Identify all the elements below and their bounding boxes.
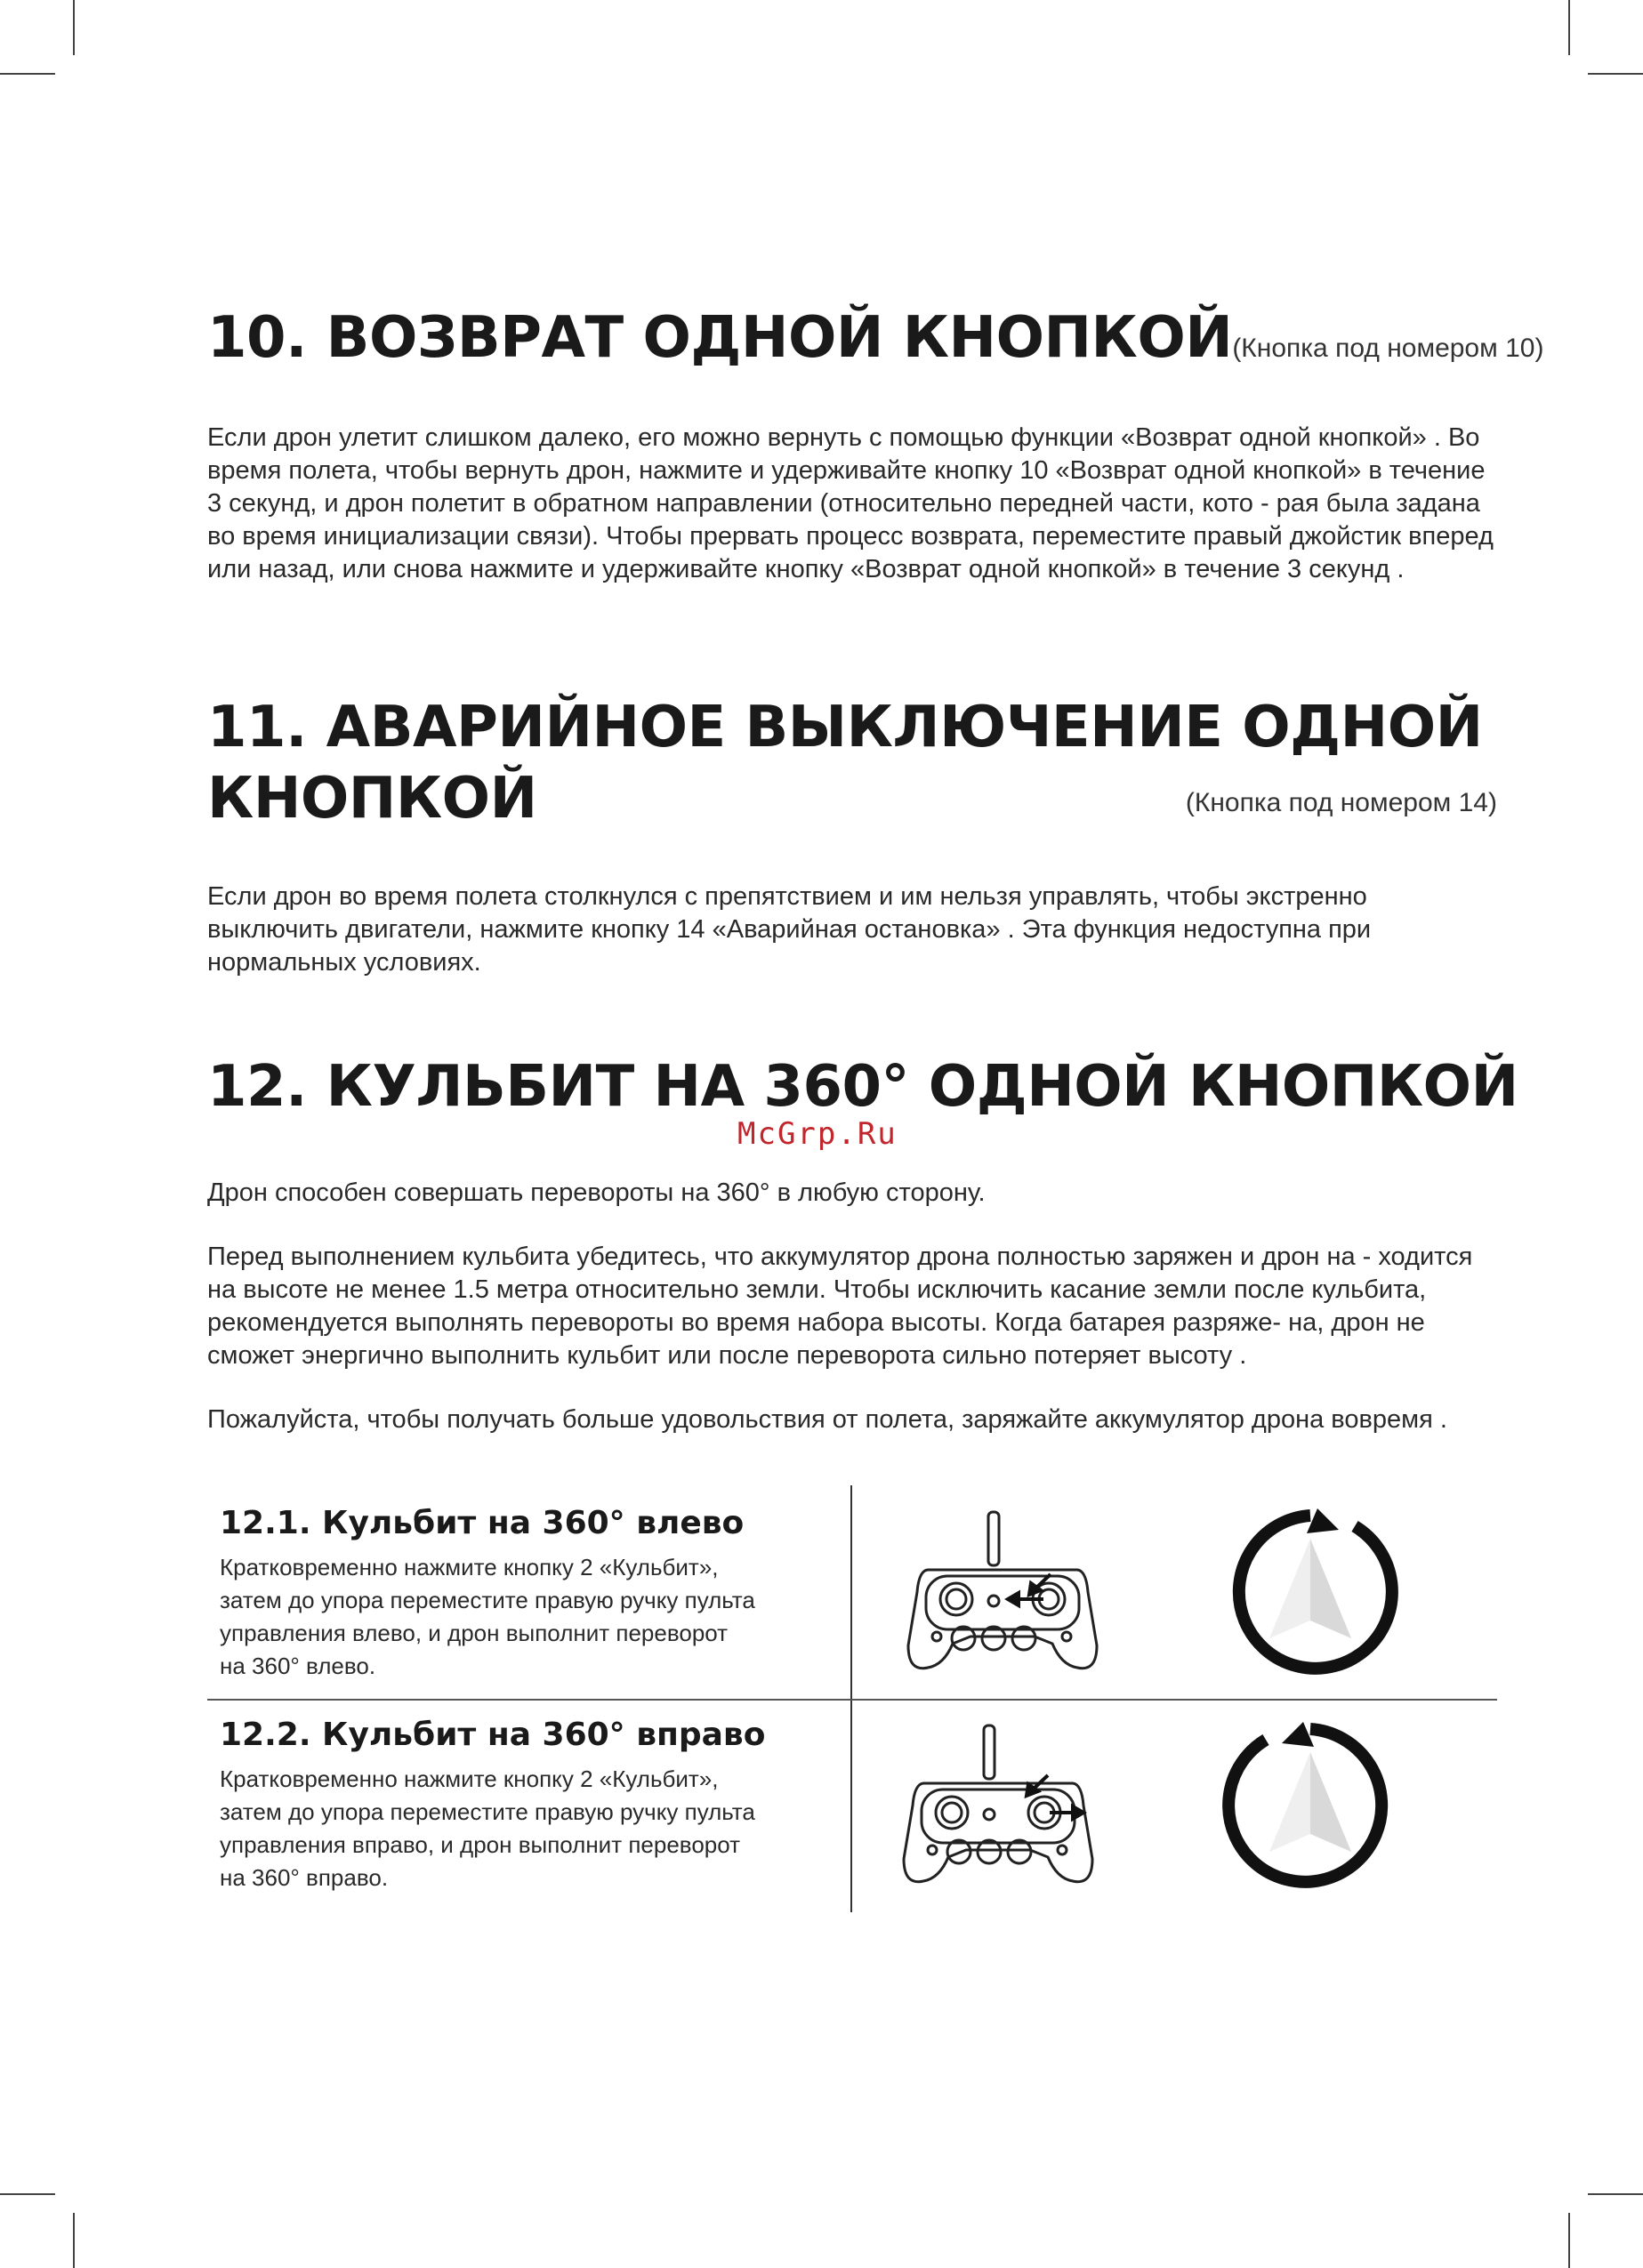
flip-left-description: Кратковременно нажмите кнопку 2 «Кульбит», затем до упора переместите правую ручку пульта управления влево, и дрон выполнит переворот на 360° влево. xyxy=(220,1554,755,1679)
watermark: McGrp.Ru xyxy=(737,1116,898,1152)
section-10-button-note: (Кнопка под номером 10) xyxy=(1232,334,1544,363)
flip-right-text xyxy=(220,1715,825,1894)
crop-mark xyxy=(0,73,55,75)
section-12-paragraph-3: Пожалуйста, чтобы получать больше удовольствия от полета, заряжайте аккумулятор дрона вовремя . xyxy=(207,1405,1447,1434)
crop-mark xyxy=(0,2193,55,2195)
flip-left-icon xyxy=(1221,1503,1399,1681)
table-divider-horizontal xyxy=(207,1699,1497,1701)
flip-right-description: Кратковременно нажмите кнопку 2 «Кульбит», затем до упора переместите правую ручку пульта управления вправо, и дрон выполнит переворот на 360° вправо. xyxy=(220,1765,755,1891)
section-12-title: 12. КУЛЬБИТ НА 360° ОДНОЙ КНОПКОЙ xyxy=(207,1054,1518,1120)
crop-mark xyxy=(1568,2213,1570,2268)
section-10-heading: 10. ВОЗВРАТ ОДНОЙ КНОПКОЙ xyxy=(207,305,1233,371)
controller-left-illustration xyxy=(901,1503,1115,1681)
controller-right-illustration xyxy=(897,1717,1110,1894)
section-11-button-note: (Кнопка под номером 14) xyxy=(1185,788,1497,817)
section-10-title xyxy=(207,302,1543,384)
crop-mark xyxy=(73,2213,75,2268)
section-11-body: Если дрон во время полета столкнулся с препятствием и им нельзя управлять, чтобы экстренно выключить двигатели, нажмите кнопку 14 «Аварийная остановка» . Эта функция недоступна при нормальных условиях. xyxy=(207,882,1372,977)
crop-mark xyxy=(73,0,75,55)
crop-mark xyxy=(1588,73,1643,75)
flip-left-text xyxy=(220,1503,825,1683)
flip-right-icon xyxy=(1221,1717,1399,1894)
section-11-title xyxy=(207,692,1497,834)
flip-left-title: 12.1. Кульбит на 360° влево xyxy=(220,1505,745,1541)
crop-mark xyxy=(1568,0,1570,55)
section-10-body: Если дрон улетит слишком далеко, его можно вернуть с помощью функции «Возврат одной кнопкой» . Во время полета, чтобы вернуть дрон, нажмите и удерживайте кнопку 10 «Возврат одной кнопкой» в течение 3 секунд, и дрон полетит в обратном направлении (относительно передней части, кото - рая была задана во время инициализации связи). Чтобы прервать процесс возврата, переместите правый джойстик вперед или назад, или снова нажмите и удерживайте кнопку «Возврат одной кнопкой» в течение 3 секунд . xyxy=(207,423,1494,583)
section-11-heading-line2: КНОПКОЙ xyxy=(207,766,537,832)
flip-right-title: 12.2. Кульбит на 360° вправо xyxy=(220,1717,766,1753)
crop-mark xyxy=(1588,2193,1643,2195)
flip-table xyxy=(207,1485,1497,1912)
section-12-paragraph-2: Перед выполнением кульбита убедитесь, что аккумулятор дрона полностью заряжен и дрон на - ходится на высоте не менее 1.5 метра относительно земли. Чтобы исключить касание земли после кульбита, рекомендуется выполнять перевороты во время набора высоты. Когда батарея разряже- на, дрон не сможет энергично выполнить кульбит или после переворота сильно потеряет высоту . xyxy=(207,1243,1473,1370)
section-12-paragraph-1: Дрон способен совершать перевороты на 360° в любую сторону. xyxy=(207,1178,986,1207)
section-11-heading-line1: 11. АВАРИЙНОЕ ВЫКЛЮЧЕНИЕ ОДНОЙ xyxy=(207,695,1483,760)
